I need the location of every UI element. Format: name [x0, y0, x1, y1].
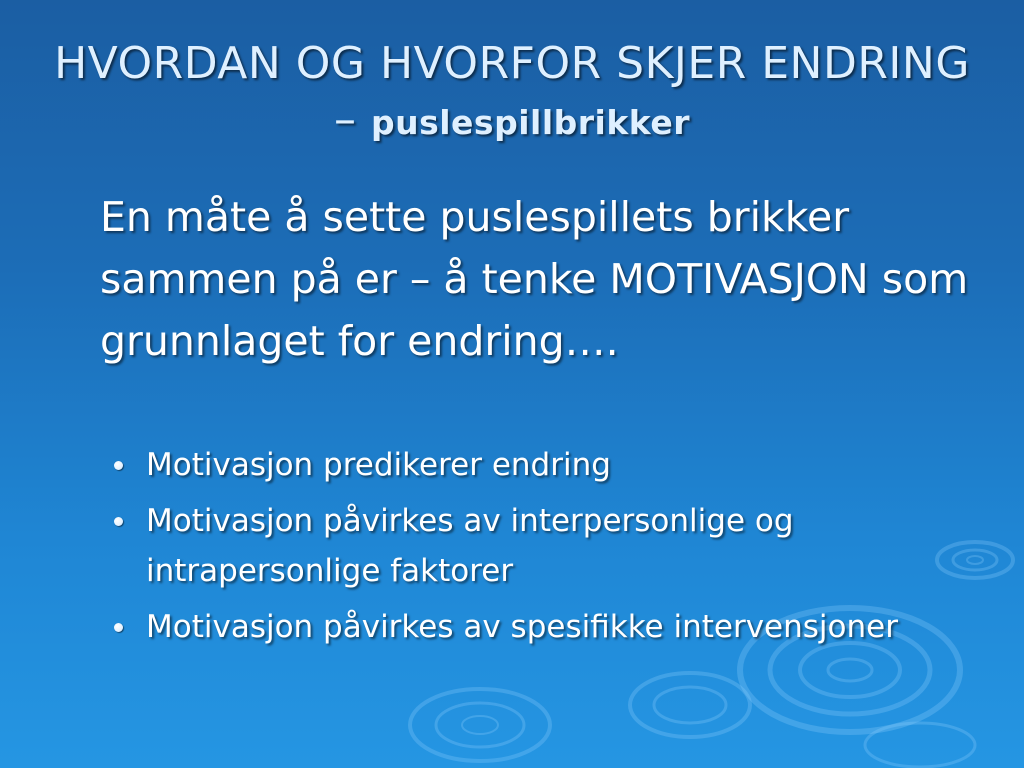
bullet-list — [112, 440, 972, 658]
slide-title — [40, 36, 984, 151]
slide-title-main: HVORDAN OG HVORFOR SKJER ENDRING – — [54, 38, 970, 145]
bullet-item — [112, 440, 972, 490]
bullet-text: Motivasjon predikerer endring — [146, 447, 611, 483]
bullet-text: Motivasjon påvirkes av interpersonlige og intrapersonlige faktorer — [146, 503, 794, 589]
lead-paragraph: En måte å sette puslespillets brikker sammen på er – å tenke MOTIVASJON som grunnlaget for endring…. — [100, 193, 969, 365]
bullet-item — [112, 602, 972, 652]
bullet-item — [112, 496, 972, 596]
slide-title-subtitle: puslespillbrikker — [370, 103, 691, 142]
bullet-dot-icon — [114, 461, 123, 470]
bullet-dot-icon — [114, 623, 123, 632]
bullet-text: Motivasjon påvirkes av spesifikke intervensjoner — [146, 609, 898, 645]
bullet-dot-icon — [114, 517, 123, 526]
